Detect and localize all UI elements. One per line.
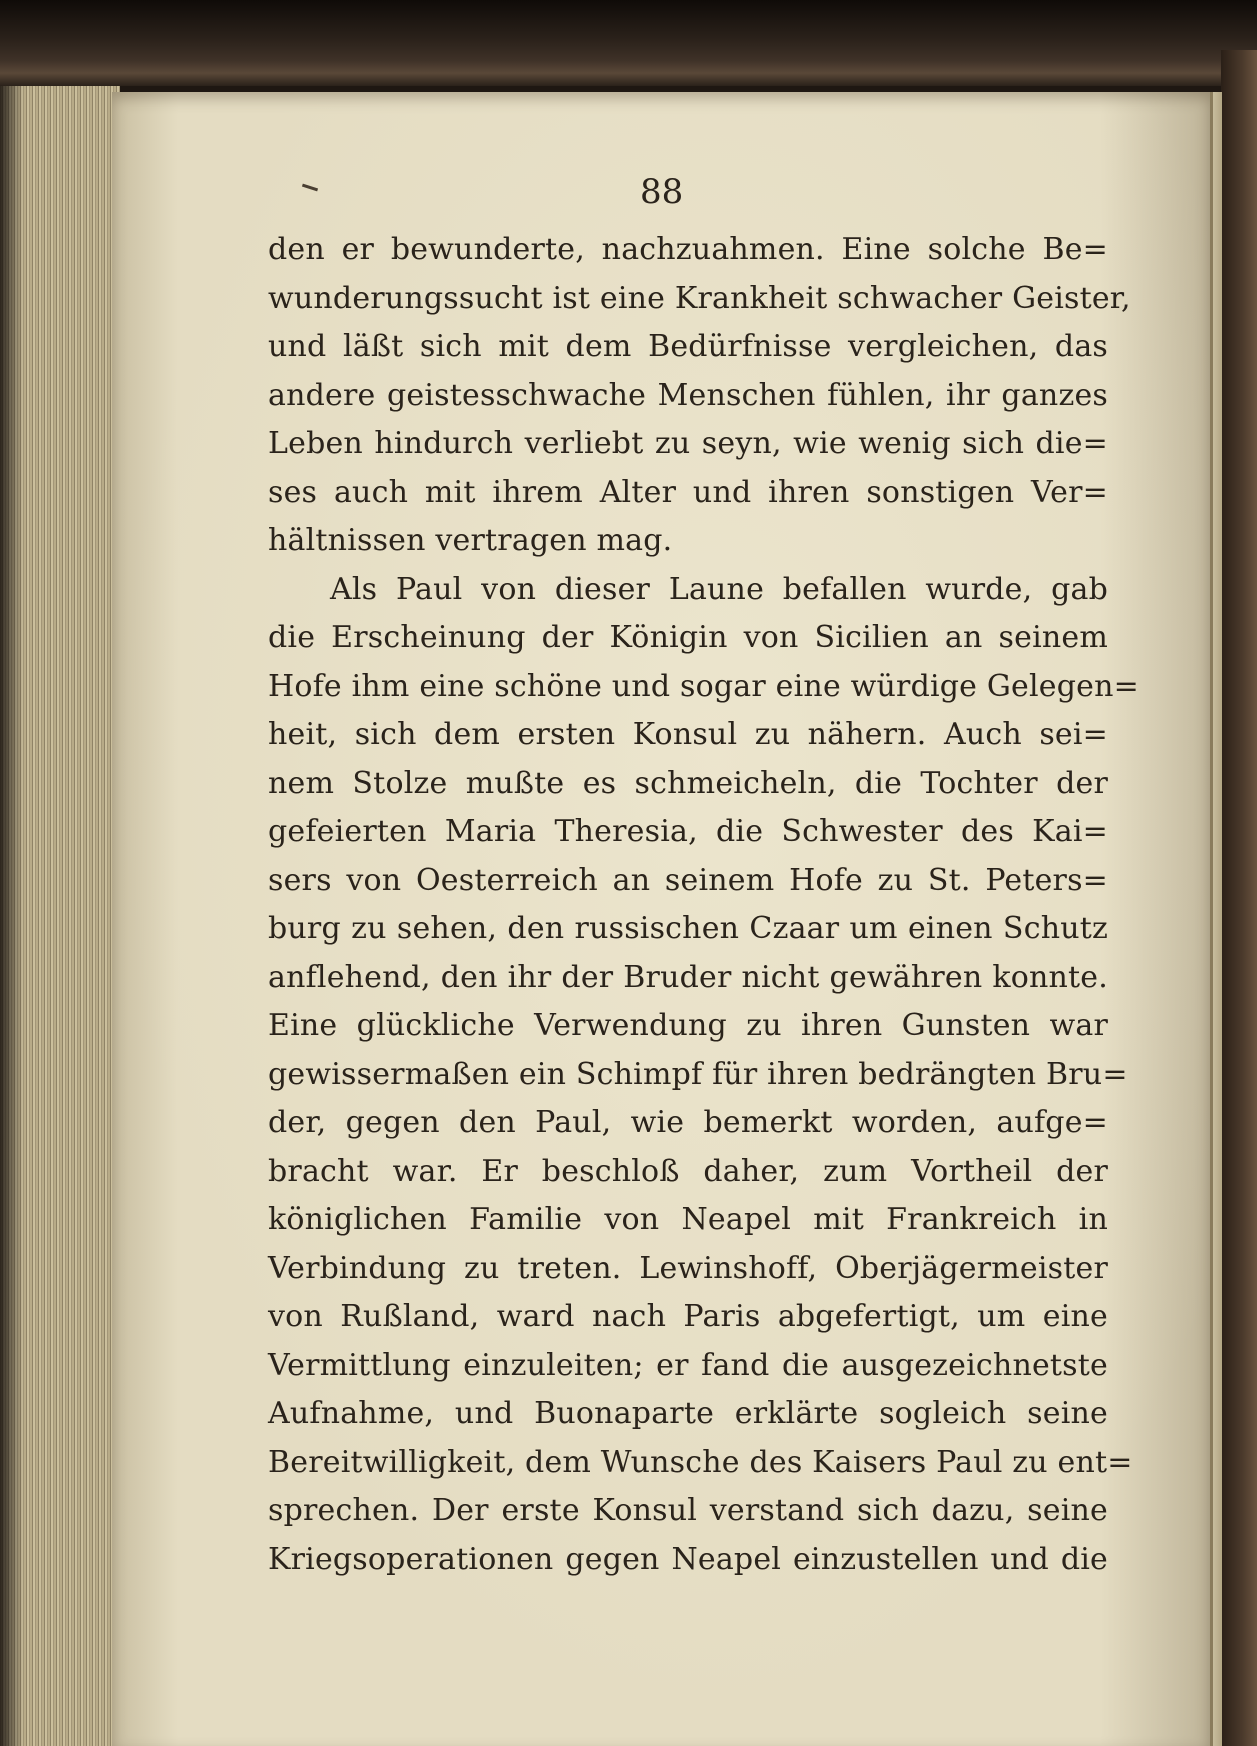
text-line: burg zu sehen, den russischen Czaar um einen Schutz bbox=[268, 911, 1108, 946]
book-cover-top bbox=[0, 0, 1257, 86]
text-line: sers von Oesterreich an seinem Hofe zu St. Peters= bbox=[268, 862, 1108, 898]
text-line: wunderungssucht ist eine Krankheit schwacher Geister, bbox=[268, 280, 1131, 316]
text-line: der, gegen den Paul, wie bemerkt worden, aufge= bbox=[268, 1105, 1108, 1140]
text-line: und läßt sich mit dem Bedürfnisse vergleichen, das bbox=[268, 329, 1108, 364]
text-line: Bereitwilligkeit, dem Wunsche des Kaisers Paul zu ent= bbox=[268, 1444, 1133, 1480]
text-line: andere geistesschwache Menschen fühlen, ihr ganzes bbox=[268, 377, 1108, 413]
text-line: Hofe ihm eine schöne und sogar eine würdige Gelegen= bbox=[268, 668, 1139, 704]
text-line: den er bewunderte, nachzuahmen. Eine solche Be= bbox=[268, 232, 1108, 267]
text-line: Eine glückliche Verwendung zu ihren Gunsten war bbox=[268, 1008, 1108, 1043]
text-line: gefeierten Maria Theresia, die Schwester des Kai= bbox=[268, 814, 1108, 849]
page-number: 88 bbox=[640, 172, 684, 212]
text-line: Verbindung zu treten. Lewinshoff, Oberjägermeister bbox=[268, 1250, 1108, 1286]
text-line: heit, sich dem ersten Konsul zu nähern. Auch sei= bbox=[268, 717, 1108, 752]
text-line: Leben hindurch verliebt zu seyn, wie wenig sich die= bbox=[268, 426, 1108, 461]
text-line: von Rußland, ward nach Paris abgefertigt, um eine bbox=[268, 1299, 1108, 1334]
text-line: Vermittlung einzuleiten; er fand die ausgezeichnetste bbox=[268, 1347, 1108, 1383]
text-line: sprechen. Der erste Konsul verstand sich dazu, seine bbox=[268, 1493, 1108, 1528]
edge-shadow bbox=[0, 86, 24, 1746]
text-line: Kriegsoperationen gegen Neapel einzustellen und die bbox=[268, 1541, 1108, 1577]
text-line: die Erscheinung der Königin von Sicilien an seinem bbox=[268, 620, 1108, 655]
text-line: hältnissen vertragen mag. bbox=[268, 523, 673, 558]
book-cover-right bbox=[1221, 50, 1257, 1746]
text-line: ses auch mit ihrem Alter und ihren sonstigen Ver= bbox=[268, 474, 1108, 510]
text-line: gewissermaßen ein Schimpf für ihren bedrängten Bru= bbox=[268, 1056, 1128, 1092]
text-line: Aufnahme, und Buonaparte erklärte sogleich seine bbox=[268, 1396, 1108, 1431]
text-line: anflehend, den ihr der Bruder nicht gewähren konnte. bbox=[268, 959, 1108, 995]
text-line: bracht war. Er beschloß daher, zum Vortheil der bbox=[268, 1153, 1108, 1189]
text-line: nem Stolze mußte es schmeicheln, die Tochter der bbox=[268, 765, 1108, 801]
body-text bbox=[268, 226, 1139, 1584]
text-line: Als Paul von dieser Laune befallen wurde, gab bbox=[330, 571, 1108, 607]
page-fold bbox=[1210, 92, 1213, 1746]
text-line: königlichen Familie von Neapel mit Frankreich in bbox=[268, 1202, 1108, 1237]
